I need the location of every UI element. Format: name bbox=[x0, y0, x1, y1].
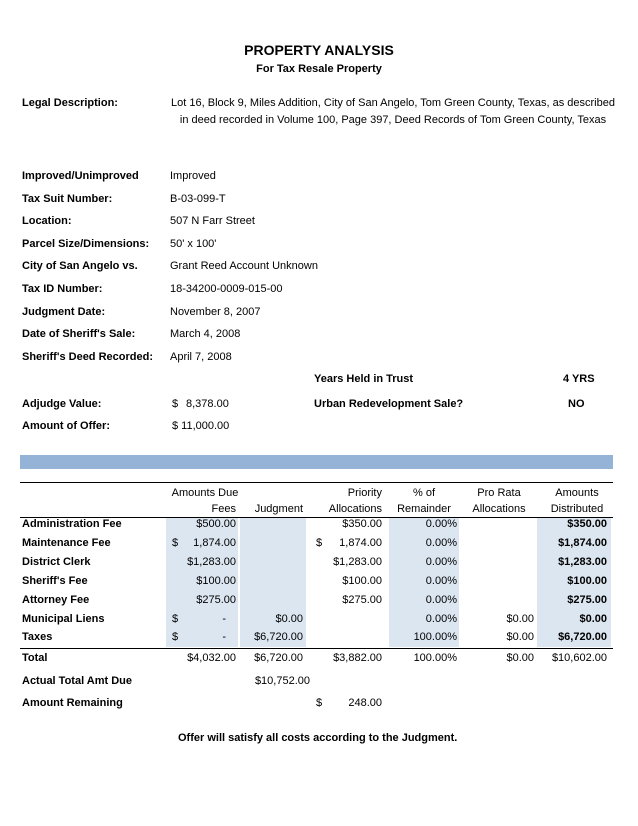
row-fees-currency: $ bbox=[172, 613, 179, 625]
adjudge-currency: $ bbox=[172, 398, 179, 410]
field-label: Improved/Unimproved bbox=[22, 170, 139, 182]
header-amounts: Amounts bbox=[555, 487, 599, 499]
section-divider-band bbox=[20, 455, 613, 469]
judgment-column-shade bbox=[240, 517, 306, 647]
field-label: City of San Angelo vs. bbox=[22, 260, 138, 272]
row-label: Administration Fee bbox=[22, 518, 122, 530]
table-top-border bbox=[20, 482, 613, 483]
row-label: Attorney Fee bbox=[22, 594, 90, 606]
field-value: Improved bbox=[170, 170, 216, 182]
row-priority: $100.00 bbox=[342, 575, 382, 587]
page-subtitle: For Tax Resale Property bbox=[256, 63, 382, 75]
header-allocations: Allocations bbox=[328, 503, 382, 515]
field-value: April 7, 2008 bbox=[170, 351, 232, 363]
total-label: Total bbox=[22, 652, 48, 664]
urban-redevelopment-value: NO bbox=[568, 398, 585, 410]
amount-of-offer-value: $ 11,000.00 bbox=[172, 420, 230, 432]
total-judgment: $6,720.00 bbox=[254, 652, 303, 664]
header-pct-of: % of bbox=[412, 487, 435, 499]
urban-redevelopment-label: Urban Redevelopment Sale? bbox=[314, 398, 464, 410]
row-pct: 0.00% bbox=[425, 537, 457, 549]
row-fees: $1,283.00 bbox=[187, 556, 236, 568]
years-held-value: 4 YRS bbox=[563, 373, 595, 385]
field-label: Tax Suit Number: bbox=[22, 193, 113, 205]
row-label: District Clerk bbox=[22, 556, 91, 568]
row-distributed: $1,283.00 bbox=[558, 556, 607, 568]
legal-description-value: Lot 16, Block 9, Miles Addition, City of San Angelo, Tom Green County, Texas, as described in deed recorded in Volume 100, Page 397, Deed Records of Tom Green County, Texas bbox=[171, 97, 615, 126]
footer-note: Offer will satisfy all costs according to the Judgment. bbox=[178, 732, 458, 744]
row-fees: - bbox=[222, 613, 226, 625]
total-line-top bbox=[20, 648, 613, 649]
field-value: 50' x 100' bbox=[170, 238, 217, 250]
row-pct: 0.00% bbox=[425, 575, 457, 587]
header-judgment: Judgment bbox=[254, 503, 303, 515]
row-distributed: $350.00 bbox=[567, 518, 607, 530]
row-fees: $100.00 bbox=[196, 575, 236, 587]
row-pct: 0.00% bbox=[425, 556, 457, 568]
amount-of-offer-label: Amount of Offer: bbox=[22, 420, 110, 432]
field-value: March 4, 2008 bbox=[170, 328, 241, 340]
header-fees: Fees bbox=[211, 503, 236, 515]
row-pct: 0.00% bbox=[425, 518, 457, 530]
field-label: Parcel Size/Dimensions: bbox=[22, 238, 150, 250]
adjudge-value-label: Adjudge Value: bbox=[22, 398, 102, 410]
row-fees: $275.00 bbox=[196, 594, 236, 606]
row-distributed: $1,874.00 bbox=[558, 537, 607, 549]
field-value: November 8, 2007 bbox=[170, 306, 261, 318]
row-fees: $500.00 bbox=[196, 518, 236, 530]
field-value: 18-34200-0009-015-00 bbox=[170, 283, 283, 295]
row-label: Taxes bbox=[22, 631, 53, 643]
row-prorata: $0.00 bbox=[506, 631, 534, 643]
actual-total-label: Actual Total Amt Due bbox=[22, 675, 133, 687]
field-label: Location: bbox=[22, 215, 72, 227]
row-distributed: $0.00 bbox=[579, 613, 607, 625]
total-prorata: $0.00 bbox=[506, 652, 534, 664]
field-label: Sheriff's Deed Recorded: bbox=[22, 351, 153, 363]
years-held-label: Years Held in Trust bbox=[314, 373, 414, 385]
adjudge-value: 8,378.00 bbox=[186, 398, 229, 410]
header-remainder: Remainder bbox=[397, 503, 451, 515]
row-pct: 0.00% bbox=[425, 594, 457, 606]
field-value: Grant Reed Account Unknown bbox=[170, 260, 318, 272]
row-fees-currency: $ bbox=[172, 631, 179, 643]
row-priority: $275.00 bbox=[342, 594, 382, 606]
header-amounts-due: Amounts Due bbox=[171, 487, 239, 499]
legal-description-label: Legal Description: bbox=[22, 97, 118, 109]
row-priority: 1,874.00 bbox=[339, 537, 382, 549]
field-value: B-03-099-T bbox=[170, 193, 226, 205]
actual-total-value: $10,752.00 bbox=[254, 675, 310, 687]
row-fees: - bbox=[222, 631, 226, 643]
row-distributed: $275.00 bbox=[567, 594, 607, 606]
row-distributed: $6,720.00 bbox=[558, 631, 607, 643]
row-priority: $1,283.00 bbox=[333, 556, 382, 568]
row-judgment: $6,720.00 bbox=[254, 631, 303, 643]
row-judgment: $0.00 bbox=[275, 613, 303, 625]
total-fees: $4,032.00 bbox=[187, 652, 236, 664]
row-label: Municipal Liens bbox=[22, 613, 105, 625]
field-label: Judgment Date: bbox=[22, 306, 106, 318]
amount-remaining-currency: $ bbox=[316, 697, 323, 709]
row-priority: $350.00 bbox=[342, 518, 382, 530]
row-label: Maintenance Fee bbox=[22, 537, 111, 549]
header-distributed: Distributed bbox=[550, 503, 604, 515]
total-distributed: $10,602.00 bbox=[551, 652, 607, 664]
page-title: PROPERTY ANALYSIS bbox=[244, 42, 394, 58]
header-prorata-allocations: Allocations bbox=[472, 503, 526, 515]
row-distributed: $100.00 bbox=[567, 575, 607, 587]
row-label: Sheriff's Fee bbox=[22, 575, 88, 587]
header-priority: Priority bbox=[347, 487, 382, 499]
field-label: Tax ID Number: bbox=[22, 283, 103, 295]
header-pro-rata: Pro Rata bbox=[477, 487, 521, 499]
field-label: Date of Sheriff's Sale: bbox=[22, 328, 136, 340]
row-fees: 1,874.00 bbox=[193, 537, 236, 549]
amount-remaining-label: Amount Remaining bbox=[22, 697, 123, 709]
row-priority-currency: $ bbox=[316, 537, 323, 549]
row-prorata: $0.00 bbox=[506, 613, 534, 625]
amount-remaining-value: 248.00 bbox=[348, 697, 382, 709]
row-pct: 100.00% bbox=[413, 631, 457, 643]
total-pct: 100.00% bbox=[413, 652, 457, 664]
total-priority: $3,882.00 bbox=[333, 652, 382, 664]
field-value: 507 N Farr Street bbox=[170, 215, 255, 227]
row-pct: 0.00% bbox=[425, 613, 457, 625]
row-fees-currency: $ bbox=[172, 537, 179, 549]
